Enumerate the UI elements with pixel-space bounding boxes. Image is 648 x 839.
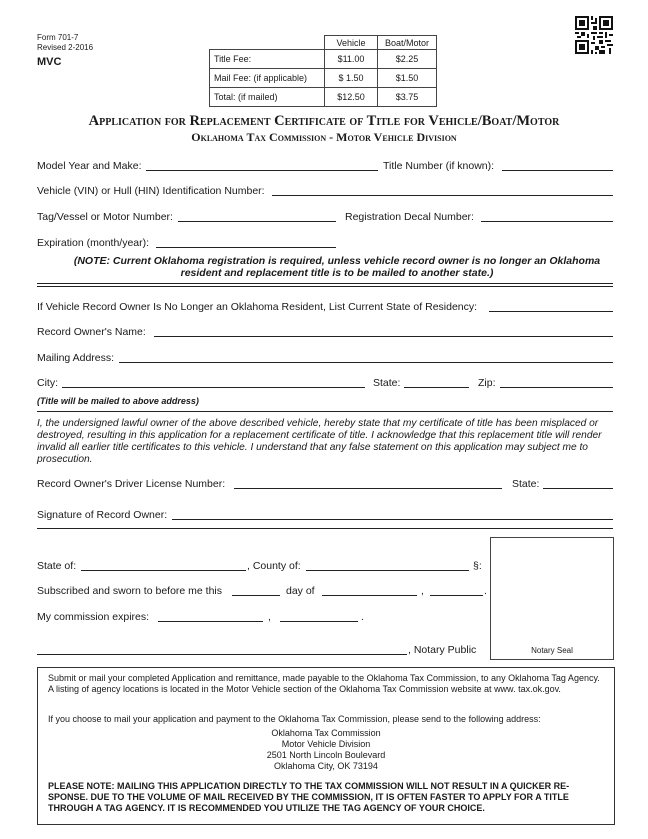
mailing-address-label: Mailing Address: bbox=[37, 352, 115, 364]
state-field[interactable] bbox=[404, 387, 469, 388]
fee-col-boat: Boat/Motor bbox=[378, 36, 437, 50]
notary-ss: §: bbox=[473, 560, 482, 572]
state-label: State: bbox=[373, 377, 401, 389]
driver-license-label: Record Owner's Driver License Number: bbox=[37, 478, 226, 490]
notary-public-label: , Notary Public bbox=[408, 644, 477, 656]
qr-code-icon bbox=[575, 16, 613, 54]
city-field[interactable] bbox=[62, 387, 365, 388]
model-year-make-label: Model Year and Make: bbox=[37, 160, 142, 172]
subscribed-day-field[interactable] bbox=[232, 595, 280, 596]
address-line-3: 2501 North Lincoln Boulevard bbox=[266, 750, 386, 760]
form-number: Form 701-7 bbox=[37, 33, 79, 42]
notary-state-field[interactable] bbox=[81, 570, 246, 571]
section-divider bbox=[37, 411, 613, 412]
commission-date-field[interactable] bbox=[158, 621, 263, 622]
notary-county-field[interactable] bbox=[306, 570, 469, 571]
driver-license-field[interactable] bbox=[234, 488, 502, 489]
city-label: City: bbox=[37, 377, 58, 389]
model-year-make-field[interactable] bbox=[146, 170, 378, 171]
owner-name-field[interactable] bbox=[154, 336, 613, 337]
tag-number-label: Tag/Vessel or Motor Number: bbox=[37, 211, 173, 223]
fee-row-mail: Mail Fee: (if applicable) $ 1.50 $1.50 bbox=[210, 69, 437, 88]
subscribed-label: Subscribed and sworn to before me this bbox=[37, 585, 223, 597]
title-number-field[interactable] bbox=[502, 170, 613, 171]
mail-note: (Title will be mailed to above address) bbox=[37, 396, 199, 406]
expiration-field[interactable] bbox=[156, 247, 336, 248]
owner-name-label: Record Owner's Name: bbox=[37, 326, 146, 338]
mail-instructions: If you choose to mail your application and payment to the Oklahoma Tax Commission, please send to the following address: bbox=[48, 714, 541, 724]
subscribed-year-field[interactable] bbox=[430, 595, 483, 596]
dl-state-field[interactable] bbox=[543, 488, 613, 489]
fee-table bbox=[209, 35, 437, 107]
comma: , bbox=[268, 611, 271, 623]
state-residency-label: If Vehicle Record Owner Is No Longer an Oklahoma Resident, List Current State of Residency: bbox=[37, 301, 478, 313]
notary-state-label: State of: bbox=[37, 560, 77, 572]
title-number-label: Title Number (if known): bbox=[383, 160, 495, 172]
signature-field[interactable] bbox=[172, 519, 613, 520]
mailing-warning: PLEASE NOTE: MAILING THIS APPLICATION DIRECTLY TO THE TAX COMMISSION WILL NOT RESULT IN A QUICKER RE-SPONSE. DUE TO THE VOLUME OF MAIL RECEIVED BY THE COMMISSION, IT IS OFTEN FASTER TO APPLY FOR A TITLE THROUGH A TAG AGENCY. IT IS RECOMMENDED YOU UTILIZE THE TAG AGENCY OF YOUR CHOICE. bbox=[48, 781, 570, 813]
form-subtitle: Oklahoma Tax Commission - Motor Vehicle Division bbox=[191, 130, 457, 144]
section-divider bbox=[37, 528, 613, 529]
vin-label: Vehicle (VIN) or Hull (HIN) Identification Number: bbox=[37, 185, 265, 197]
subscribed-month-field[interactable] bbox=[322, 595, 417, 596]
state-residency-field[interactable] bbox=[489, 311, 613, 312]
fee-row-title: Title Fee: $11.00 $2.25 bbox=[210, 50, 437, 69]
commission-year-field[interactable] bbox=[280, 621, 358, 622]
declaration-text: I, the undersigned lawful owner of the above described vehicle, hereby state that my certificate of title has been misplaced or destroyed, resulting in this application for a replacement certificate of title. I acknowledge that this replacement title will render invalid all earlier title certificates to this vehicle. I understand that any false statement on this application may subject me to prosecution. bbox=[37, 418, 602, 465]
expiration-label: Expiration (month/year): bbox=[37, 237, 150, 249]
period: . bbox=[361, 611, 364, 623]
address-line-1: Oklahoma Tax Commission bbox=[271, 728, 381, 738]
submit-instructions: Submit or mail your completed Application and remittance, made payable to the Oklahoma Tax Commission, to any Oklahoma Tag Agency. A listing of agency locations is located in the Motor Vehicle section of the Oklahoma Tax Commission website at www. tax.ok.gov. bbox=[48, 673, 600, 694]
decal-number-field[interactable] bbox=[481, 221, 613, 222]
zip-field[interactable] bbox=[500, 387, 613, 388]
vin-field[interactable] bbox=[272, 195, 613, 196]
fee-row-total: Total: (if mailed) $12.50 $3.75 bbox=[210, 88, 437, 107]
address-line-4: Oklahoma City, OK 73194 bbox=[274, 761, 378, 771]
revised-date: Revised 2-2016 bbox=[37, 43, 94, 52]
address-line-2: Motor Vehicle Division bbox=[281, 739, 371, 749]
mailing-address-field[interactable] bbox=[119, 362, 613, 363]
fee-col-vehicle: Vehicle bbox=[325, 36, 378, 50]
comma: , bbox=[421, 585, 424, 597]
notary-signature-field[interactable] bbox=[37, 654, 407, 655]
notary-seal-box bbox=[490, 537, 614, 660]
commission-label: My commission expires: bbox=[37, 611, 150, 623]
signature-label: Signature of Record Owner: bbox=[37, 509, 168, 521]
period: . bbox=[484, 585, 487, 597]
dl-state-label: State: bbox=[512, 478, 540, 490]
decal-number-label: Registration Decal Number: bbox=[345, 211, 474, 223]
zip-label: Zip: bbox=[478, 377, 496, 389]
form-title: Application for Replacement Certificate of Title for Vehicle/Boat/Motor bbox=[88, 113, 560, 129]
division-code: MVC bbox=[37, 56, 62, 68]
registration-note: (NOTE: Current Oklahoma registration is required, unless vehicle record owner is no longer an Oklahoma resident and replacement title is to be mailed to another state.) bbox=[73, 255, 601, 279]
section-divider bbox=[37, 286, 613, 287]
instructions-box bbox=[37, 667, 615, 825]
tag-number-field[interactable] bbox=[178, 221, 336, 222]
notary-county-label: , County of: bbox=[247, 560, 301, 572]
day-of-label: day of bbox=[286, 585, 315, 597]
section-divider bbox=[37, 283, 613, 284]
notary-seal-label: Notary Seal bbox=[531, 646, 573, 655]
